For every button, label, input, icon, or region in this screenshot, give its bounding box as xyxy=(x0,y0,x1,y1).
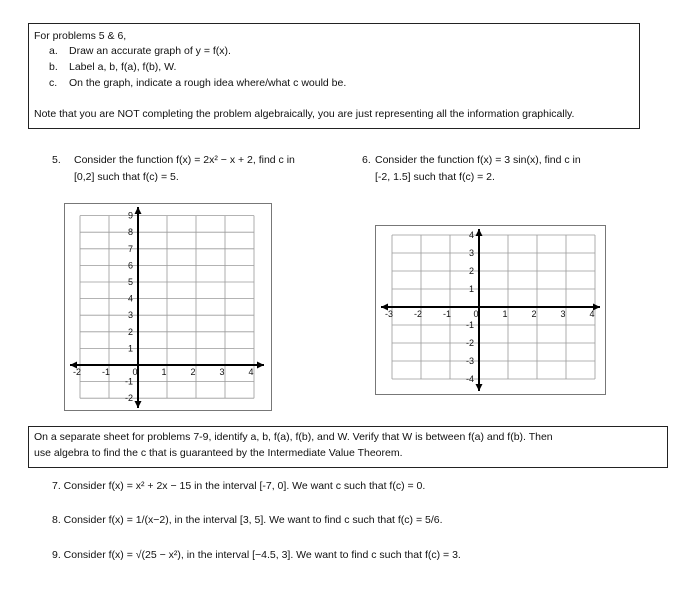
problem-6-number: 6. xyxy=(362,154,371,166)
y-tick-label: 8 xyxy=(127,227,133,238)
problem-9: 9. Consider f(x) = √(25 − x²), in the interval [−4.5, 3]. We want to find c such that f(c) = 3. xyxy=(52,549,461,561)
graph-frame xyxy=(65,204,272,411)
y-tick-label: 6 xyxy=(127,260,133,271)
graph-6-svg xyxy=(375,225,606,395)
graph-frame xyxy=(376,226,606,395)
y-tick-label: 3 xyxy=(127,310,133,321)
x-tick-label: 3 xyxy=(219,367,225,377)
problem-6-line2: [-2, 1.5] such that f(c) = 2. xyxy=(375,171,495,183)
y-tick-label: -1 xyxy=(124,376,133,387)
y-tick-label: 7 xyxy=(127,243,133,254)
y-tick-label: 4 xyxy=(127,293,133,304)
instructions-note: Note that you are NOT completing the problem algebraically, you are just representing all the information graphically. xyxy=(34,108,575,120)
problem-5-line1: Consider the function f(x) = 2x² − x + 2, find c in xyxy=(74,154,295,166)
instructions-intro: For problems 5 & 6, xyxy=(34,30,127,42)
x-tick-label: -1 xyxy=(442,309,452,319)
x-tick-label: 1 xyxy=(502,309,508,319)
separate-sheet-line2: use algebra to find the c that is guaranteed by the Intermediate Value Theorem. xyxy=(34,447,403,459)
y-tick-label: 9 xyxy=(127,210,133,221)
instruction-item-text: On the graph, indicate a rough idea where/what c would be. xyxy=(69,77,347,89)
instruction-item-label: a. xyxy=(49,45,58,57)
problem-5-line2: [0,2] such that f(c) = 5. xyxy=(74,171,179,183)
x-tick-label: 1 xyxy=(161,367,167,377)
instruction-item-label: b. xyxy=(49,61,58,73)
y-tick-label: 3 xyxy=(468,248,474,258)
x-tick-label: 0 xyxy=(132,367,138,377)
y-tick-label: -4 xyxy=(465,374,474,384)
instruction-item-text: Draw an accurate graph of y = f(x). xyxy=(69,45,231,57)
x-tick-label: 4 xyxy=(589,309,595,319)
x-tick-label: -2 xyxy=(413,309,423,319)
y-tick-label: 2 xyxy=(468,266,474,276)
problem-7: 7. Consider f(x) = x² + 2x − 15 in the interval [-7, 0]. We want c such that f(c) = 0. xyxy=(52,480,426,492)
y-tick-label: -2 xyxy=(124,393,133,404)
x-tick-label: 2 xyxy=(190,367,196,377)
x-tick-label: 3 xyxy=(560,309,566,319)
y-tick-label: 2 xyxy=(127,326,133,337)
graph-problem-6 xyxy=(375,225,606,398)
y-tick-label: 1 xyxy=(127,343,133,354)
y-tick-label: 5 xyxy=(127,277,133,287)
graph-5-svg xyxy=(64,203,272,411)
x-tick-label: 2 xyxy=(531,309,537,319)
y-tick-label: 1 xyxy=(468,284,474,294)
x-tick-label: -3 xyxy=(384,309,394,319)
problem-5-number: 5. xyxy=(52,154,61,166)
x-tick-label: 4 xyxy=(248,367,254,377)
x-tick-label: -2 xyxy=(72,367,82,377)
problem-8: 8. Consider f(x) = 1/(x−2), in the interval [3, 5]. We want to find c such that f(c) = 5/6. xyxy=(52,514,443,526)
y-tick-label: -3 xyxy=(465,356,474,366)
problem-6-line1: Consider the function f(x) = 3 sin(x), find c in xyxy=(375,154,581,166)
y-tick-label: -1 xyxy=(465,320,474,330)
instruction-item-text: Label a, b, f(a), f(b), W. xyxy=(69,61,177,73)
separate-sheet-box xyxy=(28,426,668,468)
y-tick-label: -2 xyxy=(465,338,474,348)
separate-sheet-line1: On a separate sheet for problems 7-9, identify a, b, f(a), f(b), and W. Verify that W is between f(a) and f(b). Then xyxy=(34,431,553,443)
x-tick-label: -1 xyxy=(101,367,111,377)
y-tick-label: 4 xyxy=(468,230,474,240)
graph-problem-5 xyxy=(64,203,272,414)
instruction-item-label: c. xyxy=(49,77,58,89)
x-tick-label: 0 xyxy=(473,309,479,319)
instructions-box xyxy=(28,23,640,129)
